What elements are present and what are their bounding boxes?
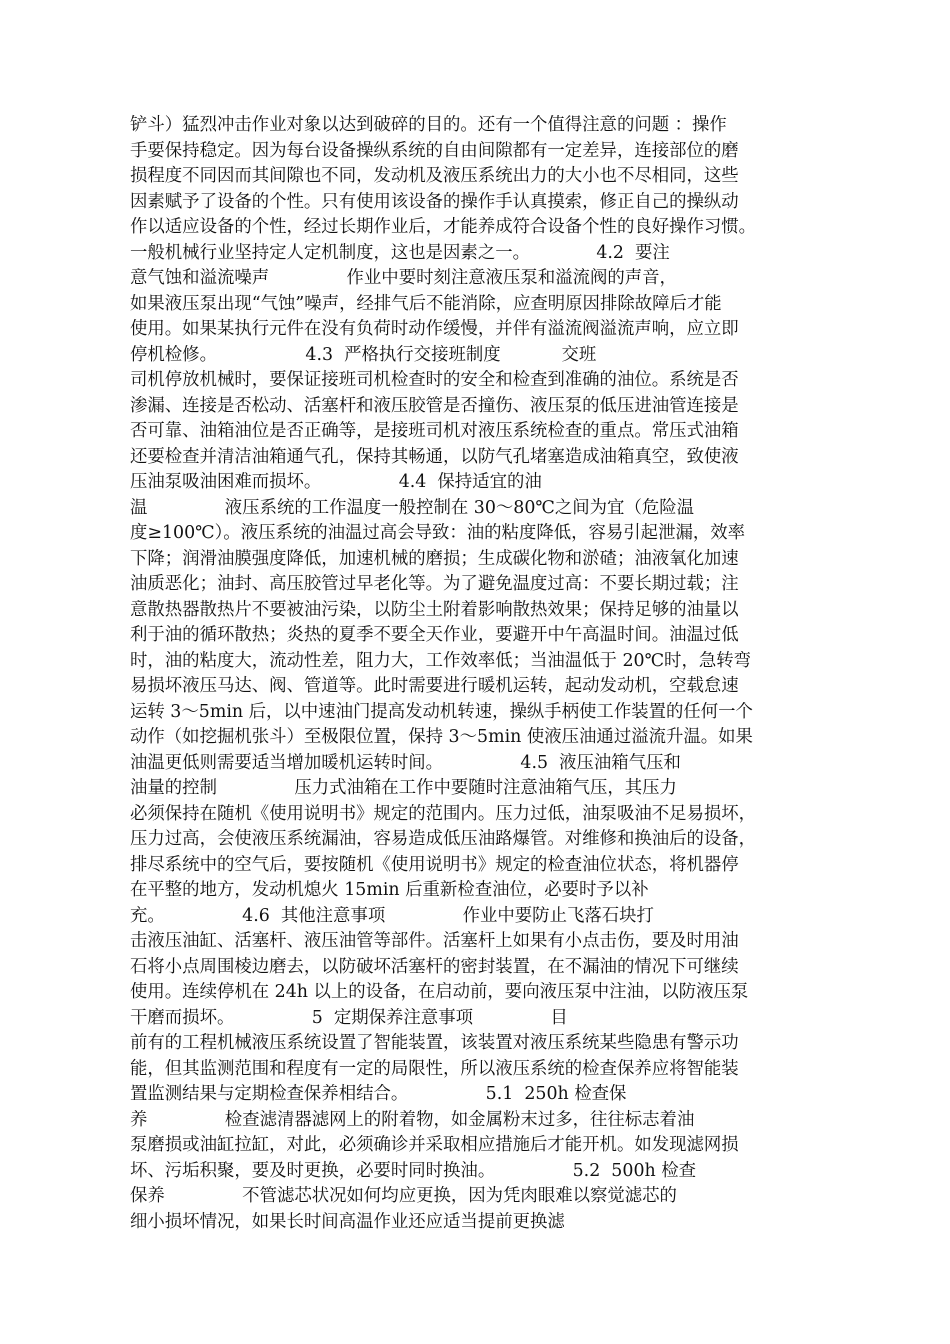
text-line: 如果液压泵出现“气蚀”噪声，经排气后不能消除，应查明原因排除故障后才能 (130, 293, 722, 314)
text-line: 前有的工程机械液压系统设置了智能装置，该装置对液压系统某些隐患有警示功 (130, 1033, 739, 1053)
text-line: 油温更低则需要适当增加暖机运转时间。 4.5 液压油箱气压和 (130, 752, 681, 773)
text-line: 动作（如挖掘机张斗）至极限位置，保持 3～5min 使液压油通过溢流升温。如果 (130, 727, 753, 747)
text-line: 因素赋予了设备的个性。只有使用该设备的操作手认真摸索，修正自己的操纵动 (130, 191, 739, 212)
text-line: 油质恶化；油封、高压胶管过早老化等。为了避免温度过高：不要长期过载；注 (130, 574, 739, 594)
text-line: 保养 不管滤芯状况如何均应更换，因为凭肉眼难以察觉滤芯的 (130, 1186, 677, 1206)
text-line: 时，油的粘度大，流动性差，阻力大，工作效率低；当油温低于 20℃时，急转弯 (130, 650, 752, 671)
text-line: 运转 3～5min 后，以中速油门提高发动机转速，操纵手柄使工作装置的任何一个 (130, 701, 753, 722)
text-line: 必须保持在随机《使用说明书》规定的范围内。压力过低，油泵吸油不足易损坏， (130, 803, 757, 824)
text-line: 压油泵吸油困难而损坏。 4.4 保持适宜的油 (130, 472, 542, 492)
text-line: 泵磨损或油缸拉缸，对此，必须确诊并采取相应措施后才能开机。如发现滤网损 (130, 1135, 739, 1155)
text-line: 干磨而损坏。 5 定期保养注意事项 目 (130, 1007, 568, 1028)
text-line: 意气蚀和溢流噪声 作业中要时刻注意液压泵和溢流阀的声音， (130, 268, 677, 288)
text-line: 温 液压系统的工作温度一般控制在 30～80℃之间为宜（危险温 (130, 497, 695, 518)
text-line: 手要保持稳定。因为每台设备操纵系统的自由间隙都有一定差异，连接部位的磨 (130, 140, 739, 161)
text-line: 意散热器散热片不要被油污染，以防尘土附着影响散热效果；保持足够的油量以 (130, 599, 739, 620)
text-line: 还要检查并清洁油箱通气孔，保持其畅通，以防气孔堵塞造成油箱真空，致使液 (130, 446, 739, 467)
text-line: 击液压油缸、活塞杆、液压油管等部件。活塞杆上如果有小点击伤，要及时用油 (130, 931, 739, 951)
text-line: 铲斗）猛烈冲击作业对象以达到破碎的目的。还有一个值得注意的问题 ：操作 (130, 115, 727, 135)
text-line: 度≥100℃）。液压系统的油温过高会导致：油的粘度降低，容易引起泄漏，效率 (130, 523, 746, 543)
text-line: 作以适应设备的个性，经过长期作业后，才能养成符合设备个性的良好操作习惯。 (130, 217, 757, 237)
text-line: 细小损坏情况，如果长时间高温作业还应适当提前更换滤 (130, 1211, 565, 1232)
body-text (130, 113, 820, 1235)
text-line: 否可靠、油箱油位是否正确等，是接班司机对液压系统检查的重点。常压式油箱 (130, 421, 739, 441)
text-line: 利于油的循环散热；炎热的夏季不要全天作业，要避开中午高温时间。油温过低 (130, 625, 739, 645)
text-line: 养 检查滤清器滤网上的附着物，如金属粉末过多，往往标志着油 (130, 1109, 695, 1130)
text-line: 能，但其监测范围和程度有一定的局限性，所以液压系统的检查保养应将智能装 (130, 1058, 739, 1079)
text-line: 损程度不同因而其间隙也不同，发动机及液压系统出力的大小也不尽相同，这些 (130, 166, 739, 186)
text-line: 石将小点周围棱边磨去，以防破坏活塞杆的密封装置，在不漏油的情况下可继续 (130, 956, 739, 977)
text-line: 在平整的地方，发动机熄火 15min 后重新检查油位，必要时予以补 (130, 880, 649, 900)
text-line: 使用。如果某执行元件在没有负荷时动作缓慢，并伴有溢流阀溢流声响，应立即 (130, 319, 739, 339)
text-line: 坏、污垢积聚，要及时更换，必要时同时换油。 5.2 500h 检查 (130, 1160, 697, 1181)
text-line: 置监测结果与定期检查保养相结合。 5.1 250h 检查保 (130, 1084, 627, 1104)
text-line: 司机停放机械时，要保证接班司机检查时的安全和检查到准确的油位。系统是否 (130, 370, 739, 390)
text-line: 排尽系统中的空气后，要按随机《使用说明书》规定的检查油位状态，将机器停 (130, 854, 739, 875)
text-line: 充。 4.6 其他注意事项 作业中要防止飞落石块打 (130, 905, 654, 926)
text-line: 压力过高，会使液压系统漏油，容易造成低压油路爆管。对维修和换油后的设备， (130, 829, 757, 849)
text-line: 一般机械行业坚持定人定机制度，这也是因素之一。 4.2 要注 (130, 242, 670, 263)
text-line: 渗漏、连接是否松动、活塞杆和液压胶管是否撞伤、液压泵的低压进油管连接是 (130, 395, 739, 416)
text-line: 使用。连续停机在 24h 以上的设备，在启动前，要向液压泵中注油，以防液压泵 (130, 982, 749, 1002)
text-line: 易损坏液压马达、阀、管道等。此时需要进行暖机运转，起动发动机，空载怠速 (130, 676, 739, 696)
text-line: 停机检修。 4.3 严格执行交接班制度 交班 (130, 344, 597, 365)
text-line: 油量的控制 压力式油箱在工作中要随时注意油箱气压，其压力 (130, 778, 677, 798)
text-line: 下降；润滑油膜强度降低，加速机械的磨损；生成碳化物和淤碴；油液氧化加速 (130, 548, 739, 569)
